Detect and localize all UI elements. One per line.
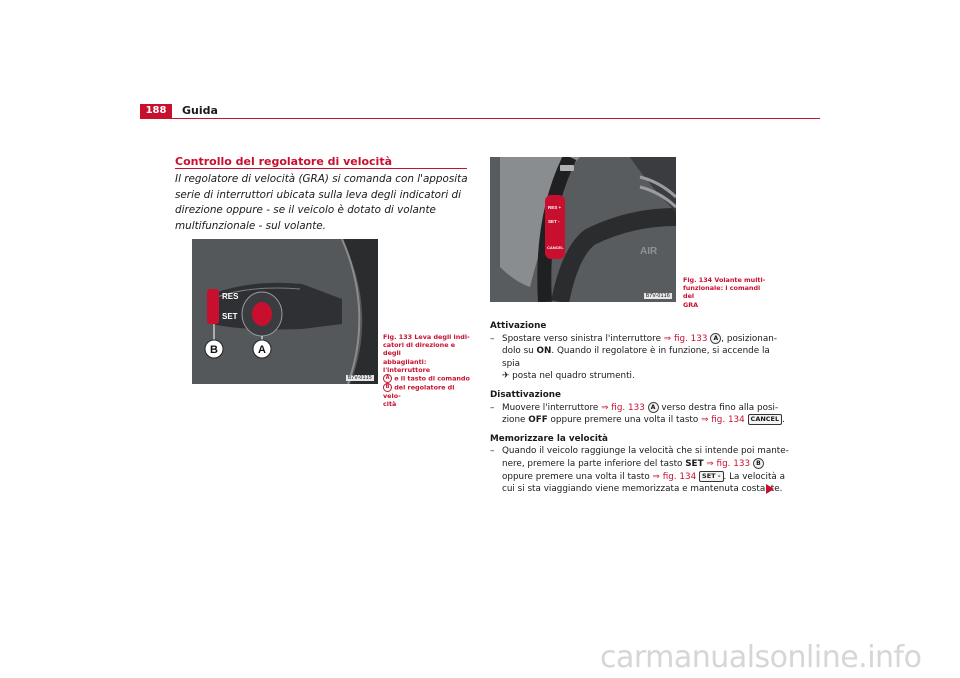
- figure-134-caption: Fig. 134 Volante multi- funzionale: i comandi del GRA: [683, 276, 766, 309]
- cancel-key: CANCEL: [748, 414, 783, 425]
- res-plus-label: RES +: [548, 205, 562, 210]
- figure-code: B7V-0116: [645, 293, 670, 299]
- figure-code: B7V-0115: [347, 375, 372, 381]
- header-divider: [140, 118, 820, 119]
- continue-arrow-icon: [766, 484, 774, 494]
- watermark: carmanualsonline.info: [600, 640, 922, 675]
- res-set-rocker: [207, 289, 219, 324]
- callout-b: B: [210, 344, 218, 356]
- figure-133-stalk: [192, 239, 378, 384]
- disattivazione-step: – Muovere l'interruttore ⇒ fig. 133 A verso destra fino alla posi- zione OFF oppure premere una volta il tasto ⇒ fig. 134 CANCEL .: [490, 402, 785, 426]
- airbag-lettering: AIR: [640, 246, 658, 257]
- page-header-title: Guida: [182, 104, 218, 117]
- disattivazione-heading: Disattivazione: [490, 389, 561, 400]
- memorizzare-heading: Memorizzare la velocità: [490, 433, 608, 444]
- memorizzare-step: – Quando il veicolo raggiunge la velocità che si intende poi mante- nere, premere la parte inferiore del tasto SET ⇒ fig. 133 B oppure premere una volta il tasto ⇒ fig. 134 SET - . La velocità a cui si sta viaggiando viene memorizzata e mantenuta costante.: [490, 446, 789, 495]
- callout-a: A: [258, 344, 266, 356]
- page-number: 188: [140, 104, 172, 118]
- attivazione-step: – Spostare verso sinistra l'interruttore ⇒ fig. 133 A , posizionan- dolo su ON. Quando il regolatore è in funzione, si accende la spia ✈ posta nel quadro strumenti.: [490, 333, 778, 382]
- section-intro: Il regolatore di velocità (GRA) si comanda con l'apposita serie di interruttori ubicata sulla leva degli indicatori di direzione oppure - se il veicolo è dotato di volante multifunzionale - sul volante.: [175, 173, 468, 232]
- section-title: Controllo del regolatore di velocità: [175, 155, 393, 168]
- set-minus-key: SET -: [699, 471, 724, 482]
- cruise-control-warning-icon: ✈: [502, 371, 510, 382]
- instructions-column: [490, 320, 790, 496]
- res-label: RES: [222, 292, 239, 301]
- set-label: SET: [222, 312, 238, 321]
- attivazione-heading: Attivazione: [490, 321, 547, 331]
- cancel-label: CANCEL: [547, 245, 564, 250]
- section-divider: [175, 168, 467, 169]
- set-minus-label: SET -: [548, 219, 560, 224]
- figure-134-steering-wheel: [490, 157, 676, 302]
- figure-133-caption: Fig. 133 Leva degli indi- catori di direzione e degli abbaglianti: l'interruttore A e il tasto di comando B del regolatore di velo- cità: [383, 333, 470, 409]
